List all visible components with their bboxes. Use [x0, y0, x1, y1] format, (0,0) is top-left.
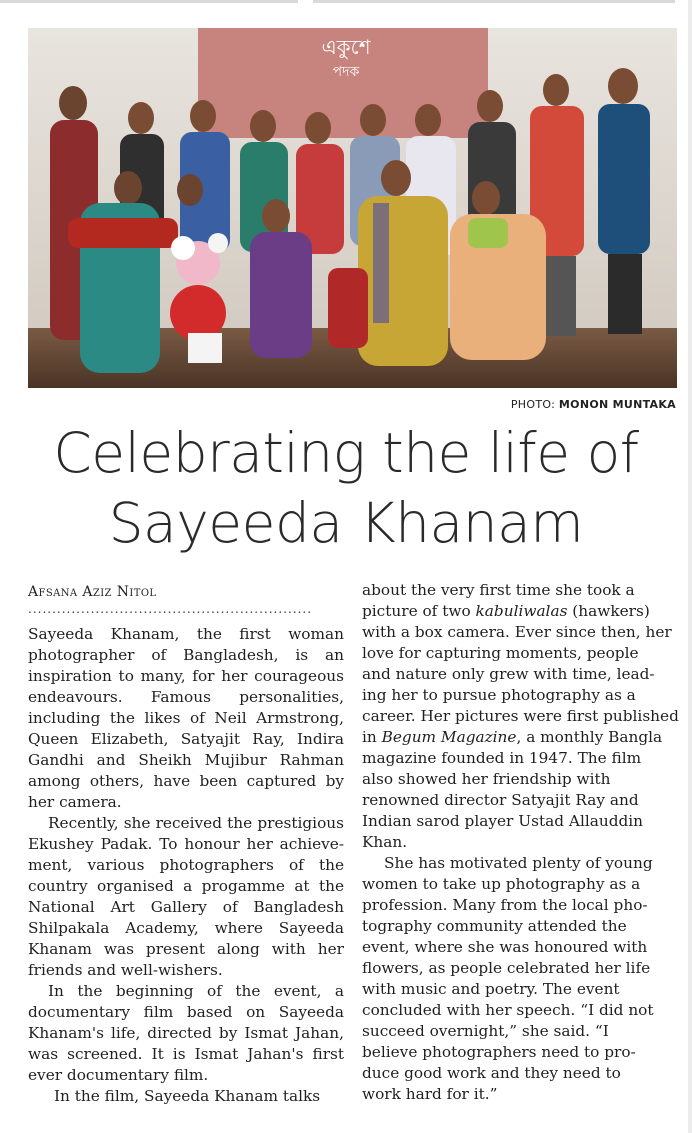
- top-rule-left: [0, 0, 298, 3]
- col1-line: In the beginning of the event, a: [48, 982, 344, 1000]
- col1-line: among others, have been captured by: [28, 772, 344, 790]
- col2-line: career. Her pictures were first published: [362, 707, 679, 725]
- photo-credit-label: PHOTO:: [510, 398, 556, 411]
- col2-line: about the very first time she took a: [362, 581, 635, 599]
- col2-line: profession. Many from the local pho-: [362, 896, 648, 914]
- col1-line: documentary film based on Sayeeda: [28, 1003, 344, 1021]
- col2-italic: Begum Magazine: [381, 728, 517, 746]
- col1-line: Khanam's life, directed by Ismat Jahan,: [28, 1024, 344, 1042]
- byline-separator: ...........................................................: [28, 602, 313, 614]
- col1-line: Ekushey Padak. To honour her achieve-: [28, 835, 344, 853]
- col2-line: and nature only grew with time, lead-: [362, 665, 655, 683]
- col2-line: also showed her friendship with: [362, 770, 611, 788]
- col1-line: her camera.: [28, 793, 122, 811]
- col2-text: picture of two: [362, 602, 476, 620]
- col1-line: ever documentary film.: [28, 1066, 209, 1084]
- byline: Afsana Aziz Nitol: [28, 584, 157, 600]
- page-edge: [688, 0, 692, 1133]
- col1-line: Khanam was present along with her: [28, 940, 344, 958]
- col2-line: renowned director Satyajit Ray and: [362, 791, 639, 809]
- headline: [20, 418, 672, 558]
- col1-line: endeavours. Famous personalities,: [28, 688, 344, 706]
- group-photo-illustration: [28, 28, 677, 388]
- column-2: [362, 580, 680, 1105]
- col2-text: , a monthly Bangla: [516, 728, 663, 746]
- backdrop-text-1: একুশে: [321, 35, 371, 59]
- col1-line: Recently, she received the prestigious: [48, 814, 344, 832]
- col2-line: She has motivated plenty of young: [384, 854, 653, 872]
- col2-text: in: [362, 728, 382, 746]
- backdrop-text-2: পদক: [332, 64, 360, 80]
- col2-line: believe photographers need to pro-: [362, 1043, 636, 1061]
- col1-line: photographer of Bangladesh, is an: [28, 646, 344, 664]
- col1-line: was screened. It is Ismat Jahan's first: [28, 1045, 344, 1063]
- photo-credit: [511, 398, 676, 411]
- photo-credit-name: MONON MUNTAKA: [558, 398, 676, 411]
- col2-line: duce good work and they need to: [362, 1064, 621, 1082]
- col1-line: Gandhi and Sheikh Mujibur Rahman: [28, 751, 344, 769]
- col1-line: country organised a progamme at the: [28, 877, 344, 895]
- col2-line: with a box camera. Ever since then, her: [362, 623, 672, 641]
- col2-line: work hard for it.”: [362, 1085, 498, 1103]
- col1-line: Sayeeda Khanam, the first woman: [28, 625, 344, 643]
- col2-line: tography community attended the: [362, 917, 627, 935]
- headline-line-2: Sayeeda Khanam: [108, 491, 584, 555]
- col2-line: Indian sarod player Ustad Allauddin: [362, 812, 644, 830]
- headline-line-1: Celebrating the life of: [53, 421, 639, 485]
- col2-line: event, where she was honoured with: [362, 938, 648, 956]
- article-photo: [28, 28, 677, 388]
- col2-line: [362, 601, 680, 622]
- col1-line: ment, various photographers of the: [28, 856, 344, 874]
- col1-line: inspiration to many, for her courageous: [28, 667, 344, 685]
- top-rule-right: [313, 0, 675, 3]
- page-top-rule: [0, 0, 692, 6]
- col1-line: Queen Elizabeth, Satyajit Ray, Indira: [28, 730, 344, 748]
- col1-line: Shilpakala Academy, where Sayeeda: [28, 919, 344, 937]
- col2-line: [362, 727, 680, 748]
- col2-line: love for capturing moments, people: [362, 644, 639, 662]
- col2-line: women to take up photography as a: [362, 875, 641, 893]
- col2-line: Khan.: [362, 833, 408, 851]
- col2-text: (hawkers): [567, 602, 650, 620]
- col1-line: National Art Gallery of Bangladesh: [28, 898, 344, 916]
- col2-line: magazine founded in 1947. The film: [362, 749, 642, 767]
- col2-line: flowers, as people celebrated her life: [362, 959, 651, 977]
- col1-line: including the likes of Neil Armstrong,: [28, 709, 344, 727]
- col2-line: succeed overnight,” she said. “I: [362, 1022, 609, 1040]
- col2-line: ing her to pursue photography as a: [362, 686, 636, 704]
- col2-line: concluded with her speech. “I did not: [362, 1001, 654, 1019]
- col2-italic: kabuliwalas: [475, 602, 568, 620]
- col1-line: In the film, Sayeeda Khanam talks: [54, 1087, 321, 1105]
- col1-line: friends and well-wishers.: [28, 961, 223, 979]
- col2-line: with music and poetry. The event: [362, 980, 620, 998]
- column-1: [28, 624, 344, 1107]
